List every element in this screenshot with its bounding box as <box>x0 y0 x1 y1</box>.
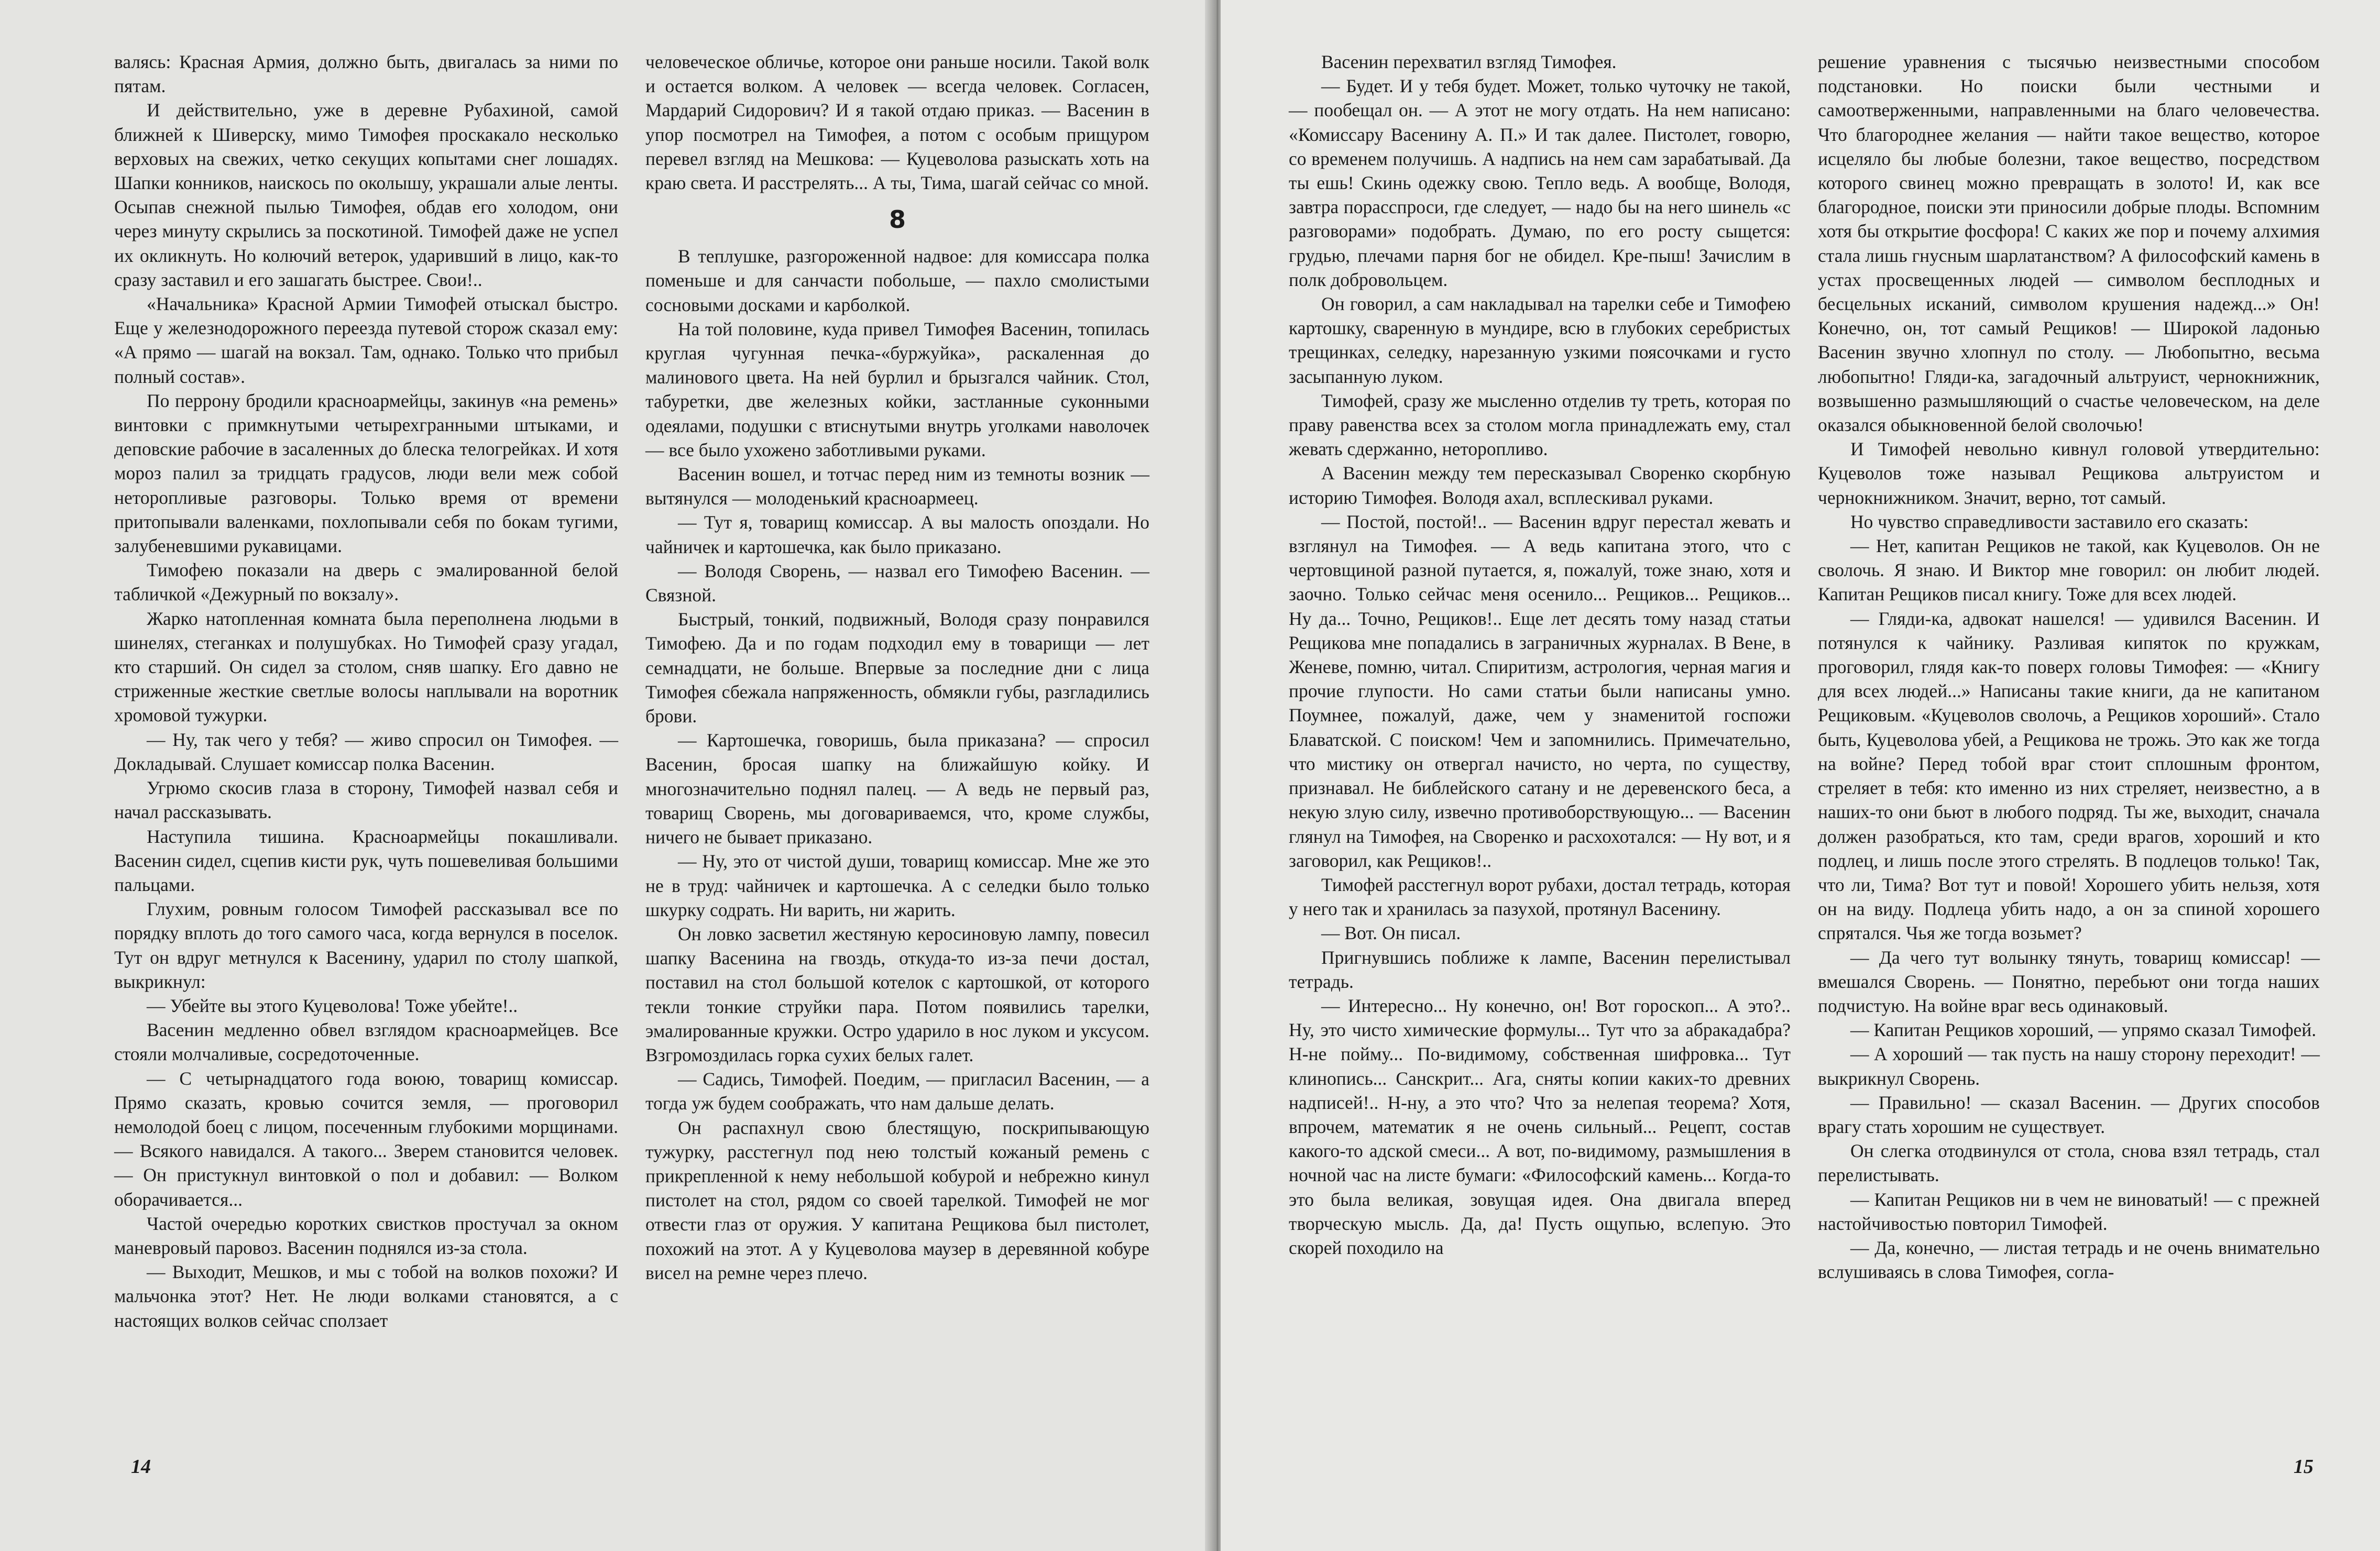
paragraph: валясь: Красная Армия, должно быть, двигалась за ними по пятам. <box>114 51 618 97</box>
paragraph: Наступила тишина. Красноармейцы покашливали. Васенин сидел, сцепив кисти рук, чуть пошевеливая большими пальцами. <box>114 826 618 895</box>
column-2-top-text <box>645 50 1149 195</box>
paragraph: — Интересно... Ну конечно, он! Вот гороскоп... А это?.. Ну, это чисто химические формулы... Тут что за абракадабра? Н-не пойму... По-видимому, собственная шифровка... Тут клинопись... Санскрит... Ага, сняты копии каких-то древних надписей!.. Н-ну, а это что? Что за нелепая теорема? Хотя, впрочем, математик я не очень сильный... Рецепт, состав какого-то адской смеси... А вот, по-видимому, размышления в ночной час на листе бумаги: «Философский камень... Когда-то это была великая, зовущая идея. Она двигала вперед творческую мысль. Да, да! Пусть ощупью, вслепую. Это скорей походило на <box>1289 995 1791 1258</box>
paragraph: Жарко натопленная комната была переполнена людьми в шинелях, стеганках и полушубках. Но Тимофей сразу угадал, кто старший. Он сидел за столом, сняв шапку. Его давно не стриженные жесткие светлые волосы наплывали на воротник хромовой тужурки. <box>114 608 618 726</box>
paragraph: — Да, конечно, — листая тетрадь и не очень внимательно вслушиваясь в слова Тимофея, согла- <box>1818 1237 2320 1283</box>
paragraph: И Тимофей невольно кивнул головой утвердительно: Куцеволов тоже называл Рещикова альтруистом и чернокнижником. Значит, верно, тот самый. <box>1818 438 2320 508</box>
paragraph: — Да чего тут волынку тянуть, товарищ комиссар! — вмешался Сворень. — Понятно, перебьют они тогда наших подчистую. На войне враг весь одинаковый. <box>1818 947 2320 1016</box>
right-page <box>1221 0 2380 1551</box>
paragraph: Но чувство справедливости заставило его сказать: <box>1850 511 2249 532</box>
paragraph: — Ну, это от чистой души, товарищ комиссар. Мне же это не в труд: чайничек и картошечка. А с селедки было только шкурку содрать. Ни варить, ни жарить. <box>645 851 1149 920</box>
paragraph: — Постой, постой!.. — Васенин вдруг перестал жевать и взглянул на Тимофея. — А ведь капитана этого, что с чертовщиной разной путается, я, пожалуй, тоже знаю, хотя и заочно. Только сейчас меня осенило... Рещиков... Рещиков... Ну да... Точно, Рещиков!.. Еще лет десять тому назад статьи Рещикова мне попадались в заграничных журналах. В Вене, в Женеве, помню, читал. Спиритизм, астрология, черная магия и прочие глупости. Но сами статьи были написаны умно. Поумнее, пожалуй, даже, чем у знаменитой госпожи Блаватской. С поиском! Чем и запомнились. Примечательно, что мистику он отвергал начисто, но черта, по существу, признавал. Не библейского сатану и не деревенского беса, а некую злую силу, извечно противоборствующую... — Васенин глянул на Тимофея, на Своренко и расхохотался: — Ну вот, и я заговорил, как Рещиков!.. <box>1289 511 1791 871</box>
paragraph: Быстрый, тонкий, подвижный, Володя сразу понравился Тимофею. Да и по годам подходил ему в товарищи — лет семнадцати, не больше. Впервые за последние дни с лица Тимофея сбежала напряженность, обмякли губы, разгладились брови. <box>645 609 1149 727</box>
paragraph: — Нет, капитан Рещиков не такой, как Куцеволов. Он не сволочь. Я знаю. И Виктор мне говорил: он любит людей. Капитан Рещиков писал книгу. Тоже для всех людей. <box>1818 535 2320 605</box>
paragraph: Пригнувшись поближе к лампе, Васенин перелистывал тетрадь. <box>1289 947 1791 992</box>
paragraph: Васенин медленно обвел взглядом красноармейцев. Все стояли молчаливые, сосредоточенные. <box>114 1019 618 1065</box>
column-2-bottom-text <box>645 244 1149 1285</box>
paragraph: — Вот. Он писал. <box>1321 922 1461 944</box>
right-page-column-2 <box>1818 50 2320 1284</box>
left-page-column-2 <box>645 50 1149 1285</box>
paragraph: Тимофею показали на дверь с эмалированной белой табличкой «Дежурный по вокзалу». <box>114 559 618 605</box>
paragraph: — Садись, Тимофей. Поедим, — пригласил Васенин, — а тогда уж будем соображать, что нам дальше делать. <box>645 1069 1149 1114</box>
paragraph: Васенин вошел, и тотчас перед ним из темноты возник — вытянулся — молоденький красноармеец. <box>645 464 1149 509</box>
chapter-number: 8 <box>889 205 906 234</box>
paragraph: Васенин перехватил взгляд Тимофея. <box>1321 51 1617 72</box>
paragraph: Он слегка отодвинулся от стола, снова взял тетрадь, стал перелистывать. <box>1818 1140 2320 1186</box>
paragraph: — Убейте вы этого Куцеволова! Тоже убейте!.. <box>147 995 518 1016</box>
left-page-column-1 <box>114 50 618 1333</box>
paragraph: — Капитан Рещиков ни в чем не виноватый! — с прежней настойчивостью повторил Тимофей. <box>1818 1189 2320 1234</box>
paragraph: — Правильно! — сказал Васенин. — Других способов врагу стать хорошим не существует. <box>1818 1092 2320 1137</box>
paragraph: Он говорил, а сам накладывал на тарелки себе и Тимофею картошку, сваренную в мундире, всю в глубоких серебристых трещинках, селедку, нарезанную узкими поясочками и густо засыпанную луком. <box>1289 293 1791 387</box>
paragraph: — С четырнадцатого года воюю, товарищ комиссар. Прямо сказать, кровью сочится земля, — проговорил немолодой боец с лицом, посеченным глубокими морщинами. — Всякого навидался. А такого... Зверем становится человек. — Он пристукнул винтовкой о пол и добавил: — Волком оборачивается... <box>114 1068 618 1210</box>
paragraph: решение уравнения с тысячью неизвестными способом подстановки. Но поиски были честными и самоотверженными, направленными на благо человечества. Что благороднее желания — найти такое вещество, которое исцеляло бы любые болезни, такое вещество, посредством которого свинец можно превращать в золото! И, как все благородное, поиски эти приносили добрые плоды. Вспомним хотя бы открытие фосфора! С каких же пор и почему алхимия стала лишь гнусным шарлатанством? А философский камень в устах просвещенных людей — символом бесплодных и бесцельных исканий, символом крушения надежд...» Он! Конечно, он, тот самый Рещиков! — Широкой ладонью Васенин звучно хлопнул по столу. — Любопытно, весьма любопытно! Гляди-ка, загадочный альтруист, чернокнижник, возвышенно размышляющий о счастье человеческом, на деле оказался обыкновенной белой сволочью! <box>1818 51 2320 436</box>
paragraph: Частой очередью коротких свистков простучал за окном маневровый паровоз. Васенин поднялся из-за стола. <box>114 1213 618 1258</box>
paragraph: — Тут я, товарищ комиссар. А вы малость опоздали. Но чайничек и картошечка, как было приказано. <box>645 512 1149 557</box>
paragraph: По перрону бродили красноармейцы, закинув «на ремень» винтовки с примкнутыми четырехгранными штыками, и деповские рабочие в засаленных до блеска телогрейках. И хотя мороз палил за тридцать градусов, люди вели меж собой неторопливые разговоры. Только время от времени притопывали валенками, похлопывали себя по бокам тугими, залубеневшими рукавицами. <box>114 390 618 557</box>
paragraph: «Начальника» Красной Армии Тимофей отыскал быстро. Еще у железнодорожного переезда путевой сторож сказал ему: «А прямо — шагай на вокзал. Там, однако. Только что прибыл полный состав». <box>114 293 618 387</box>
paragraph: Он ловко засветил жестяную керосиновую лампу, повесил шапку Васенина на гвоздь, откуда-то из-за печи достал, поставил на стол большой котелок с картошкой, от которого текли тонкие струйки пара. Потом появились тарелки, эмалированные кружки. Остро ударило в нос луком и уксусом. Взгромоздилась горка сухих белых галет. <box>645 923 1149 1065</box>
paragraph: — А хороший — так пусть на нашу сторону переходит! — выкрикнул Сворень. <box>1818 1043 2320 1089</box>
paragraph: — Капитан Рещиков хороший, — упрямо сказал Тимофей. <box>1850 1019 2317 1041</box>
paragraph: Тимофей, сразу же мысленно отделив ту треть, которая по праву равенства всех за столом могла принадлежать ему, стал жевать сдержанно, неторопливо. <box>1289 390 1791 460</box>
paragraph: — Володя Сворень, — назвал его Тимофею Васенин. — Связной. <box>645 560 1149 606</box>
paragraph: — Будет. И у тебя будет. Может, только чуточку не такой, — пообещал он. — А этот не могу отдать. На нем написано: «Комиссару Васенину А. П.» И так далее. Пистолет, говорю, со временем получишь. А надпись на нем сам зарабатывай. Да ты ешь! Скинь одежку свою. Тепло ведь. А вообще, Володя, завтра порасспроси, где следует, — надо бы на него шинель «с разговорами» подобрать. Думаю, по его росту сыщется: грудью, плечами парня бог не обидел. Кре-пыш! Зачислим в полк добровольцем. <box>1289 75 1791 290</box>
paragraph: Он распахнул свою блестящую, поскрипывающую тужурку, расстегнул под нею толстый кожаный ремень с прикрепленной к нему небольшой кобурой и небрежно кинул пистолет на стол, рядом со своей тарелкой. Тимофей не мог отвести глаз от оружия. У капитана Рещикова был пистолет, похожий на этот. А у Куцеволова маузер в деревянной кобуре висел на ремне через плечо. <box>645 1117 1149 1283</box>
paragraph: — Гляди-ка, адвокат нашелся! — удивился Васенин. И потянулся к чайнику. Разливая кипяток по кружкам, проговорил, глядя как-то поверх головы Тимофея: — «Книгу для всех людей...» Написаны такие книги, да не капитаном Рещиковым. «Куцеволов сволочь, а Рещиков хороший». Стало быть, Куцеволова убей, а Рещикова не трожь. Это как же тогда на войне? Перед тобой враг стоит сплошным фронтом, стреляет в тебя: кто именно из них стреляет, неизвестно, а в наших-то они бьют в любого подряд. Ты же, выходит, сначала должен разобраться, кто там, среди врагов, хороший и кто подлец, и лишь после этого стрелять. В подлецов только! Так, что ли, Тима? Вот тут и повой! Хорошего убить нельзя, хотя он на виду. Подлеца убить надо, а он за спиной хорошего спрятался. Чья же тогда возьмет? <box>1818 608 2320 944</box>
page-number-right: 15 <box>2294 1456 2313 1478</box>
paragraph: — Ну, так чего у тебя? — живо спросил он Тимофея. — Докладывай. Слушает комиссар полка Васенин. <box>114 729 618 774</box>
paragraph: Тимофей расстегнул ворот рубахи, достал тетрадь, которая у него так и хранилась за пазухой, протянул Васенину. <box>1289 874 1791 920</box>
paragraph: И действительно, уже в деревне Рубахиной, самой ближней к Шиверску, мимо Тимофея проскакало несколько верховых на свежих, четко секущих копытами снег лошадях. Шапки конников, наискось по околышу, украшали алые ленты. Осыпав снежной пылью Тимофея, обдав его холодом, они через минуту скрылись за поскотиной. Тимофей даже не успел их окликнуть. Но колючий ветерок, ударивший в лицо, как-то сразу заставил и его зашагать быстрее. Свои!.. <box>114 100 618 290</box>
page-number-left: 14 <box>131 1456 151 1478</box>
paragraph: Глухим, ровным голосом Тимофей рассказывал все по порядку вплоть до того самого часа, когда вернулся в поселок. Тут он вдруг метнулся к Васенину, ударил по столу шапкой, выкрикнул: <box>114 898 618 992</box>
paragraph: — Выходит, Мешков, и мы с тобой на волков похожи? И мальчонка этот? Нет. Не люди волками становятся, а с настоящих волков сейчас сползает <box>114 1261 618 1331</box>
right-page-column-1 <box>1289 50 1791 1260</box>
paragraph: человеческое обличье, которое они раньше носили. Такой волк и остается волком. А человек — всегда человек. Согласен, Мардарий Сидорович? И я такой отдаю приказ. — Васенин в упор посмотрел на Тимофея, а потом с особым прищуром перевел взгляд на Мешкова: — Куцеволова разыскать хоть на краю света. И расстрелять... А ты, Тима, шагай сейчас со мной. <box>645 51 1149 194</box>
paragraph: А Васенин между тем пересказывал Своренко скорбную историю Тимофея. Володя ахал, всплескивал руками. <box>1289 463 1791 508</box>
paragraph: Угрюмо скосив глаза в сторону, Тимофей назвал себя и начал рассказывать. <box>114 777 618 823</box>
paragraph: — Картошечка, говоришь, была приказана? — спросил Васенин, бросая шапку на ближайшую койку. И многозначительно поднял палец. — А ведь не первый раз, товарищ Сворень, мы договариваемся, что, кроме службы, ничего не бывает приказано. <box>645 730 1149 848</box>
paragraph: В теплушке, разгороженной надвое: для комиссара полка поменьше и для санчасти побольше, — пахло смолистыми сосновыми досками и карболкой. <box>645 246 1149 315</box>
paragraph: На той половине, куда привел Тимофея Васенин, топилась круглая чугунная печка-«буржуйка», раскаленная до малинового цвета. На ней бурлил и брызгался чайник. Стол, табуретки, две железных койки, застланные суконными одеялами, подушки с втиснутыми внутрь уголками наволочек — все было ухожено заботливыми руками. <box>645 318 1149 460</box>
